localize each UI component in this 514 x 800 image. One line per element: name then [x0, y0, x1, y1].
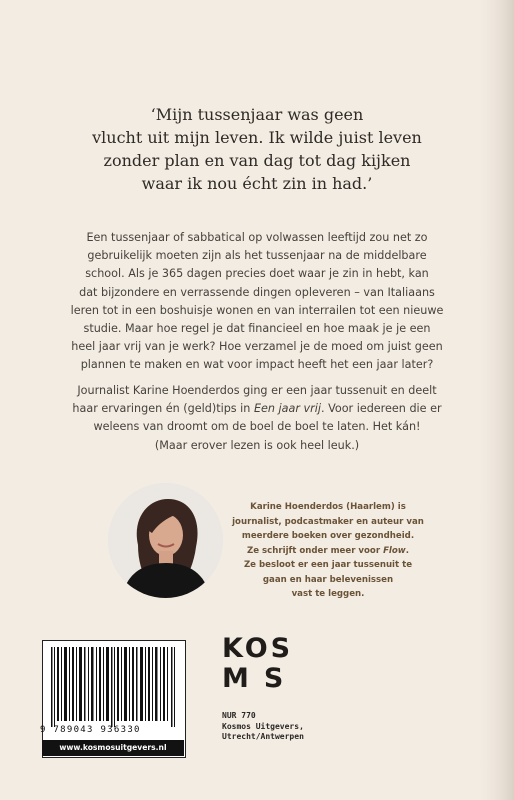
publisher-line: Utrecht/Antwerpen: [222, 732, 304, 741]
blurb-text: haar ervaringen én (geld)tips in: [72, 402, 254, 416]
blurb-line: gebruikelijk moeten zijn als het tussenjaar na de middelbare: [87, 249, 427, 263]
logo-top-row: KOS: [222, 633, 294, 664]
blurb-line: heel jaar vrij van je werk? Hoe verzamel je de moed om juist geen: [71, 340, 443, 354]
bio-line: Ze besloot er een jaar tussenuit te: [243, 560, 413, 570]
author-portrait: [108, 483, 223, 598]
quote-line: waar ik nou écht zin in had.’: [141, 174, 373, 193]
blurb-paragraph-2: [50, 382, 464, 455]
quote-line: vlucht uit mijn leven. Ik wilde juist leven: [92, 128, 422, 147]
bio-line: gaan en haar belevenissen: [262, 574, 394, 585]
page-edge-shadow: [474, 0, 514, 800]
isbn-digits: 9 789043 936330: [40, 725, 141, 735]
bio-text: .: [405, 545, 409, 556]
blurb-line: Journalist Karine Hoenderdos ging er een jaar tussenuit en deelt: [77, 384, 437, 397]
bio-line: journalist, podcastmaker en auteur van: [232, 516, 424, 527]
publisher-url[interactable]: www.kosmosuitgevers.nl: [42, 740, 184, 756]
blurb-line-with-title: [50, 400, 464, 418]
blurb-line: studie. Maar hoe regel je dat financieel en hoe maak je je een: [83, 322, 431, 336]
blurb-text: . Voor iedereen die er: [320, 402, 442, 416]
publisher-info: [222, 711, 352, 743]
publisher-line: NUR 770: [222, 711, 256, 720]
blurb-line: weleens van droomt om de boel de boel te laten. Het kán!: [93, 420, 421, 434]
blurb-line: (Maar erover lezen is ook heel leuk.): [154, 438, 360, 452]
book-title: Een jaar vrij: [253, 402, 321, 416]
bio-line-with-title: [228, 544, 428, 559]
barcode-icon: [43, 645, 185, 727]
blurb-line: dat bijzondere en verrassende dingen opleveren – van Italiaans: [79, 285, 435, 299]
blurb-line: leren tot in een boshuisje wonen en van interrailen tot een nieuwe: [70, 303, 444, 317]
magazine-title: Flow: [383, 545, 406, 556]
logo-letter: S: [263, 663, 287, 694]
publisher-line: Kosmos Uitgevers,: [222, 721, 304, 731]
bio-line: vast te leggen.: [291, 589, 365, 599]
logo-letter: M: [222, 663, 252, 694]
kosmos-logo: [222, 633, 294, 694]
quote-line: ‘Mijn tussenjaar was geen: [150, 105, 364, 124]
pull-quote: [60, 103, 454, 195]
blurb-line: plannen te maken en wat voor impact heeft het een jaar later?: [80, 358, 434, 372]
blurb-line: Een tussenjaar of sabbatical op volwassen leeftijd zou net zo: [86, 231, 428, 244]
blurb-line: school. Als je 365 dagen precies doet waar je zin in hebt, kan: [85, 267, 429, 281]
quote-line: zonder plan en van dag tot dag kijken: [103, 151, 411, 170]
bio-line: meerdere boeken over gezondheid.: [241, 531, 415, 541]
logo-bottom-row: [222, 663, 287, 694]
bio-line: Karine Hoenderdos (Haarlem) is: [250, 502, 406, 512]
bio-text: Ze schrijft onder meer voor: [247, 545, 384, 556]
author-photo-icon: [108, 483, 223, 598]
author-bio: [228, 500, 428, 602]
blurb-paragraph-1: [50, 229, 464, 375]
